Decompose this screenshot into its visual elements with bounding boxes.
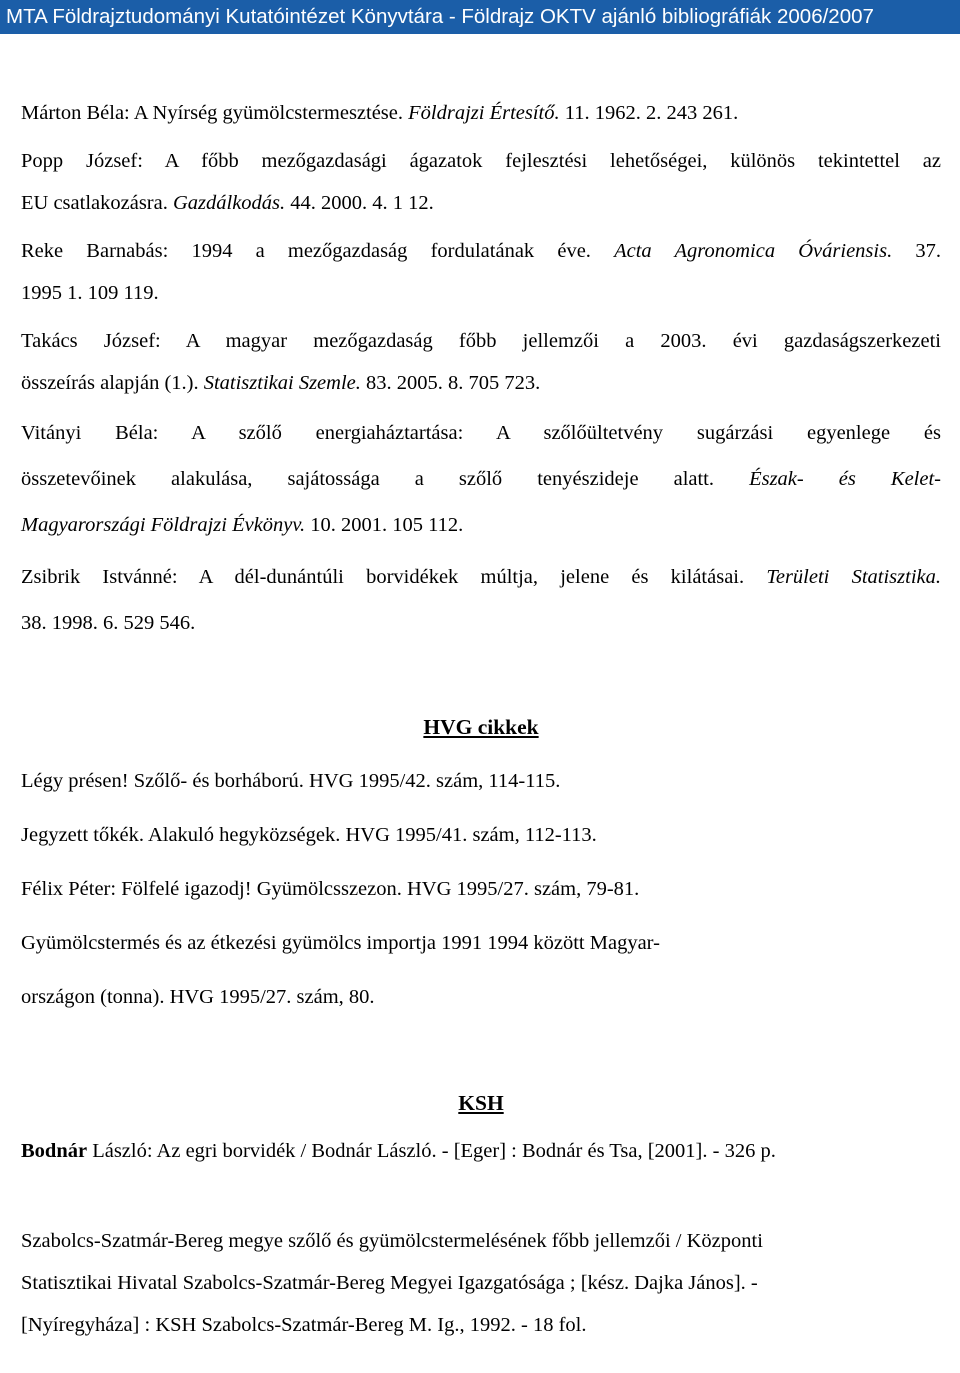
entry-line: összeírás alapján (1.). Statisztikai Szemle. 83. 2005. 8. 705 723. <box>21 372 541 394</box>
hvg-item: Gyümölcstermés és az étkezési gyümölcs importja 1991 1994 között Magyar- <box>21 932 660 954</box>
hvg-list <box>21 754 941 1024</box>
hvg-item: Jegyzett tőkék. Alakuló hegyközségek. HVG 1995/41. szám, 112-113. <box>21 824 597 846</box>
entry-line: Magyarországi Földrajzi Évkönyv. 10. 2001. 105 112. <box>21 514 464 536</box>
entry-line: Reke Barnabás: 1994 a mezőgazdaság fordulatának éve. Acta Agronomica Óváriensis. 37. <box>21 240 942 262</box>
hvg-section-title: HVG cikkek <box>423 715 539 739</box>
hvg-item: Félix Péter: Fölfelé igazodj! Gyümölcsszezon. HVG 1995/27. szám, 79-81. <box>21 878 640 900</box>
entry-line: 1995 1. 109 119. <box>21 282 159 304</box>
ksh-section-title: KSH <box>458 1091 504 1115</box>
entry-line: [Nyíregyháza] : KSH Szabolcs-Szatmár-Bereg M. Ig., 1992. - 18 fol. <box>21 1314 587 1336</box>
entry-vitanyi <box>21 410 941 548</box>
entry-marton <box>21 92 941 134</box>
ksh-section <box>21 1088 941 1346</box>
bibliography <box>21 92 941 1352</box>
entry-line: Bodnár László: Az egri borvidék / Bodnár László. - [Eger] : Bodnár és Tsa, [2001]. - 326 p. <box>21 1140 776 1162</box>
entry-popp <box>21 140 941 224</box>
entry-reke <box>21 230 941 314</box>
hvg-item: Légy présen! Szőlő- és borháború. HVG 1995/42. szám, 114-115. <box>21 770 561 792</box>
entry-line: Zsibrik Istvánné: A dél-dunántúli borvidékek múltja, jelene és kilátásai. Területi Statisztika. <box>21 566 941 588</box>
entry-zsibrik <box>21 554 941 646</box>
entry-takacs <box>21 320 941 404</box>
entry-line: Vitányi Béla: A szőlő energiaháztartása: A szőlőültetvény sugárzási egyenlege és <box>21 422 941 444</box>
entry-line: összetevőinek alakulása, sajátossága a szőlő tenyészideje alatt. Észak- és Kelet- <box>21 468 941 490</box>
page-header: MTA Földrajztudományi Kutatóintézet Könyvtára - Földrajz OKTV ajánló bibliográfiák 2006/2007 <box>0 0 960 34</box>
entry-line: EU csatlakozásra. Gazdálkodás. 44. 2000. 4. 1 12. <box>21 192 434 214</box>
hvg-section <box>21 712 941 1024</box>
entry-line: Takács József: A magyar mezőgazdaság főbb jellemzői a 2003. évi gazdaságszerkezeti <box>21 330 941 352</box>
entry-line: Márton Béla: A Nyírség gyümölcstermesztése. Földrajzi Értesítő. 11. 1962. 2. 243 261. <box>21 102 739 124</box>
entry-line: Szabolcs-Szatmár-Bereg megye szőlő és gyümölcstermelésének főbb jellemzői / Központi <box>21 1230 763 1252</box>
entry-line: Statisztikai Hivatal Szabolcs-Szatmár-Bereg Megyei Igazgatósága ; [kész. Dajka János]. - <box>21 1272 758 1294</box>
entry-line: Popp József: A főbb mezőgazdasági ágazatok fejlesztési lehetőségei, különös tekintettel az <box>21 150 941 172</box>
ksh-entry-szabolcs <box>21 1220 941 1346</box>
hvg-item: országon (tonna). HVG 1995/27. szám, 80. <box>21 986 375 1008</box>
entry-line: 38. 1998. 6. 529 546. <box>21 612 196 634</box>
ksh-entry-bodnar <box>21 1130 941 1172</box>
